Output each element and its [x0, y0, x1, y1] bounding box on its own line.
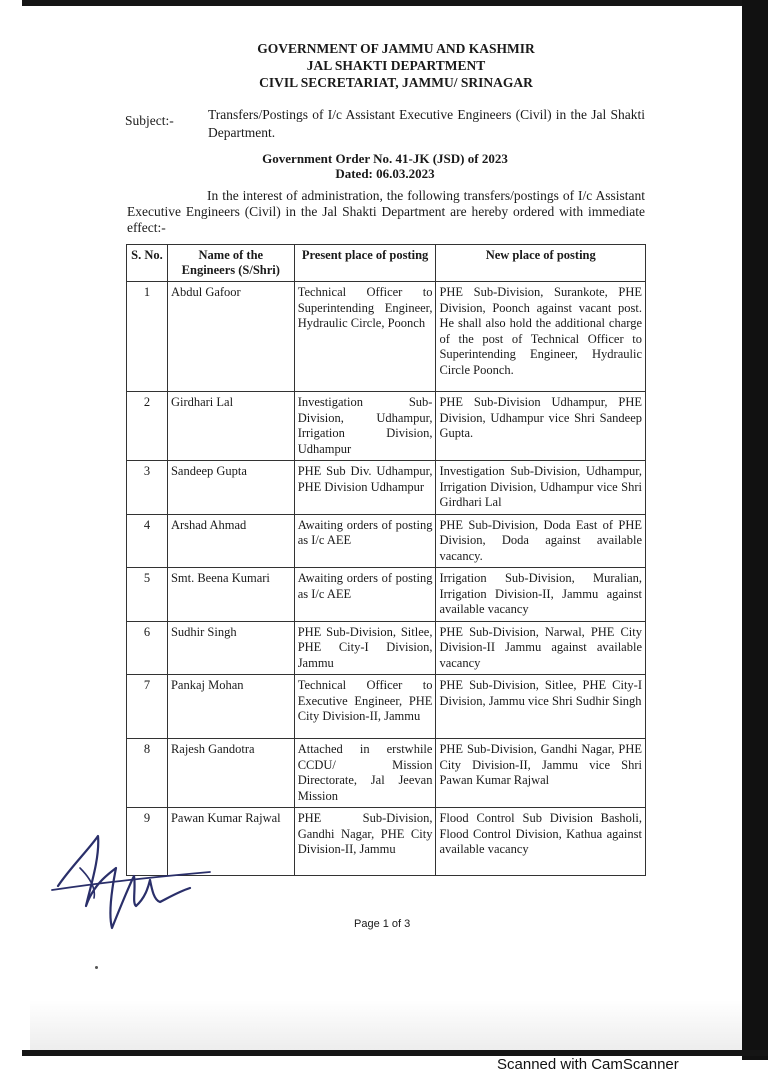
cell-new: PHE Sub-Division, Sitlee, PHE City-I Division, Jammu vice Shri Sudhir Singh — [436, 675, 646, 739]
page-number: Page 1 of 3 — [354, 918, 411, 930]
scan-right-border — [742, 0, 768, 1060]
subject-label: Subject:- — [125, 113, 174, 128]
cell-name: Arshad Ahmad — [167, 514, 294, 568]
order-number: Government Order No. 41-JK (JSD) of 2023 — [262, 151, 508, 166]
cell-name: Rajesh Gandotra — [167, 739, 294, 808]
cell-name: Abdul Gafoor — [167, 282, 294, 392]
cell-name: Sudhir Singh — [167, 621, 294, 675]
cell-present: Technical Officer to Superintending Engineer, Hydraulic Circle, Poonch — [294, 282, 436, 392]
header-government: GOVERNMENT OF JAMMU AND KASHMIR — [257, 41, 535, 56]
table-row — [127, 392, 646, 461]
cell-name: Girdhari Lal — [167, 392, 294, 461]
cell-new: Irrigation Sub-Division, Muralian, Irrigation Division-II, Jammu against available vacancy — [436, 568, 646, 622]
col-header-name: Name of the Engineers (S/Shri) — [167, 245, 294, 282]
scanner-watermark: Scanned with CamScanner — [497, 1056, 679, 1073]
cell-present: Awaiting orders of posting as I/c AEE — [294, 568, 436, 622]
cell-new: Investigation Sub-Division, Udhampur, Irrigation Division, Udhampur vice Shri Girdhari Lal — [436, 461, 646, 515]
table-row — [127, 621, 646, 675]
cell-new: PHE Sub-Division, Doda East of PHE Division, Doda against available vacancy. — [436, 514, 646, 568]
table-row — [127, 739, 646, 808]
intro-paragraph: In the interest of administration, the following transfers/postings of I/c Assistant Executive Engineers (Civil) in the Jal Shakti Department are hereby ordered with immediate effect:- — [127, 188, 645, 235]
header-secretariat: CIVIL SECRETARIAT, JAMMU/ SRINAGAR — [259, 75, 533, 90]
cell-present: PHE Sub-Division, Gandhi Nagar, PHE City Division-II, Jammu — [294, 808, 436, 876]
cell-sno: 2 — [127, 392, 168, 461]
cell-sno: 6 — [127, 621, 168, 675]
cell-new: PHE Sub-Division, Narwal, PHE City Division-II Jammu against available vacancy — [436, 621, 646, 675]
cell-sno: 4 — [127, 514, 168, 568]
cell-present: Technical Officer to Executive Engineer, PHE City Division-II, Jammu — [294, 675, 436, 739]
cell-present: Awaiting orders of posting as I/c AEE — [294, 514, 436, 568]
table-row — [127, 461, 646, 515]
cell-sno: 5 — [127, 568, 168, 622]
scan-top-border — [22, 0, 768, 6]
cell-name: Smt. Beena Kumari — [167, 568, 294, 622]
cell-new: PHE Sub-Division Udhampur, PHE Division, Udhampur vice Shri Sandeep Gupta. — [436, 392, 646, 461]
cell-present: Investigation Sub-Division, Udhampur, Irrigation Division, Udhampur — [294, 392, 436, 461]
col-header-new: New place of posting — [436, 245, 646, 282]
cell-present: PHE Sub-Division, Sitlee, PHE City-I Division, Jammu — [294, 621, 436, 675]
cell-name: Pankaj Mohan — [167, 675, 294, 739]
header-department: JAL SHAKTI DEPARTMENT — [306, 58, 486, 73]
scan-speck — [95, 966, 98, 969]
table-row — [127, 675, 646, 739]
handwritten-signature — [50, 828, 220, 938]
cell-new: PHE Sub-Division, Surankote, PHE Division, Poonch against vacant post. He shall also hold the additional charge of the post of Technical Officer to Superintending Engineer, Hydraulic Circle Poonch. — [436, 282, 646, 392]
cell-present: PHE Sub Div. Udhampur, PHE Division Udhampur — [294, 461, 436, 515]
scan-bottom-shade — [30, 1000, 742, 1050]
cell-present: Attached in erstwhile CCDU/ Mission Directorate, Jal Jeevan Mission — [294, 739, 436, 808]
table-row — [127, 282, 646, 392]
table-row — [127, 514, 646, 568]
cell-sno: 8 — [127, 739, 168, 808]
cell-sno: 3 — [127, 461, 168, 515]
cell-name: Sandeep Gupta — [167, 461, 294, 515]
col-header-sno: S. No. — [127, 245, 168, 282]
col-header-present: Present place of posting — [294, 245, 436, 282]
table-row — [127, 568, 646, 622]
cell-sno: 9 — [127, 808, 168, 876]
cell-sno: 1 — [127, 282, 168, 392]
cell-sno: 7 — [127, 675, 168, 739]
cell-new: PHE Sub-Division, Gandhi Nagar, PHE City Division-II, Jammu vice Shri Pawan Kumar Rajwal — [436, 739, 646, 808]
cell-new: Flood Control Sub Division Basholi, Flood Control Division, Kathua against available vacancy — [436, 808, 646, 876]
postings-table — [126, 244, 646, 876]
order-date: Dated: 06.03.2023 — [335, 166, 435, 181]
subject-text: Transfers/Postings of I/c Assistant Executive Engineers (Civil) in the Jal Shakti Department. — [208, 107, 645, 140]
cell-name: Pawan Kumar Rajwal — [167, 808, 294, 876]
table-header-row — [127, 245, 646, 282]
